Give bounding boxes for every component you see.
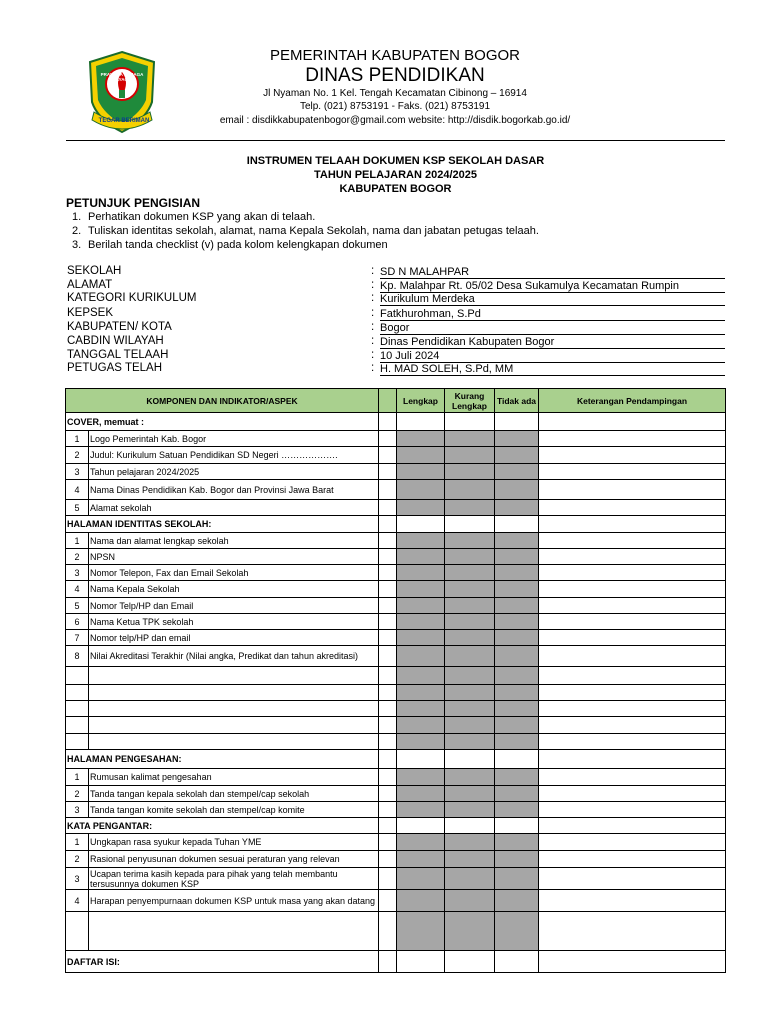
complete-cell[interactable] (397, 500, 445, 516)
spacer-cell (379, 630, 397, 646)
spacer-cell (379, 701, 397, 717)
complete-cell[interactable] (397, 685, 445, 701)
table-row (66, 868, 726, 890)
item-number: 1 (66, 834, 89, 851)
table-row (66, 685, 726, 701)
table-row (66, 581, 726, 598)
not-available-cell[interactable] (495, 890, 539, 912)
info-colon: : (371, 335, 375, 347)
complete-cell[interactable] (397, 413, 445, 431)
notes-cell[interactable] (539, 912, 726, 951)
item-number (66, 667, 89, 685)
less-complete-cell[interactable] (445, 851, 495, 868)
spacer-cell (379, 431, 397, 447)
spacer-cell (379, 868, 397, 890)
notes-cell[interactable] (539, 769, 726, 786)
table-row (66, 464, 726, 480)
item-number (66, 734, 89, 750)
notes-cell[interactable] (539, 818, 726, 834)
not-available-cell[interactable] (495, 500, 539, 516)
guide-heading: PETUNJUK PENGISIAN (66, 196, 201, 210)
item-description (89, 734, 379, 750)
item-description: Tanda tangan kepala sekolah dan stempel/cap sekolah (89, 786, 379, 802)
table-body (66, 413, 726, 973)
not-available-cell[interactable] (495, 818, 539, 834)
item-description: Tahun pelajaran 2024/2025 (89, 464, 379, 480)
spacer-cell (379, 598, 397, 614)
complete-cell[interactable] (397, 549, 445, 565)
spacer-cell (379, 646, 397, 667)
not-available-cell[interactable] (495, 667, 539, 685)
table-row (66, 630, 726, 646)
not-available-cell[interactable] (495, 464, 539, 480)
item-number: 8 (66, 646, 89, 667)
complete-cell[interactable] (397, 890, 445, 912)
complete-cell[interactable] (397, 480, 445, 500)
less-complete-cell[interactable] (445, 769, 495, 786)
less-complete-cell[interactable] (445, 581, 495, 598)
not-available-cell[interactable] (495, 834, 539, 851)
spacer-cell (379, 447, 397, 464)
spacer-cell (379, 818, 397, 834)
notes-cell[interactable] (539, 581, 726, 598)
table-row (66, 614, 726, 630)
spacer-cell (379, 480, 397, 500)
spacer-cell (379, 614, 397, 630)
info-colon: : (371, 362, 375, 374)
item-number: 1 (66, 769, 89, 786)
info-label: CABDIN WILAYAH (67, 335, 164, 347)
less-complete-cell[interactable] (445, 818, 495, 834)
office-address: Jl Nyaman No. 1 Kel. Tengah Kecamatan Cibinong – 16914 (263, 88, 527, 99)
info-colon: : (371, 349, 375, 361)
info-colon: : (371, 321, 375, 333)
item-number: 4 (66, 890, 89, 912)
notes-cell[interactable] (539, 464, 726, 480)
complete-cell[interactable] (397, 851, 445, 868)
spacer-cell (379, 834, 397, 851)
table-row (66, 667, 726, 685)
item-description: Alamat sekolah (89, 500, 379, 516)
complete-cell[interactable] (397, 717, 445, 734)
complete-cell[interactable] (397, 533, 445, 549)
spacer-cell (379, 890, 397, 912)
info-value-address: Kp. Malahpar Rt. 05/02 Desa Sukamulya Kecamatan Rumpin (380, 280, 725, 293)
not-available-cell[interactable] (495, 701, 539, 717)
item-description: Logo Pemerintah Kab. Bogor (89, 431, 379, 447)
item-description (89, 685, 379, 701)
info-colon: : (371, 307, 375, 319)
notes-cell[interactable] (539, 516, 726, 533)
not-available-cell[interactable] (495, 447, 539, 464)
notes-cell[interactable] (539, 614, 726, 630)
info-value-school: SD N MALAHPAR (380, 266, 725, 279)
item-description: Harapan penyempurnaan dokumen KSP untuk masa yang akan datang (89, 890, 379, 912)
not-available-cell[interactable] (495, 717, 539, 734)
notes-cell[interactable] (539, 685, 726, 701)
table-row (66, 646, 726, 667)
item-description: Judul: Kurikulum Satuan Pendidikan SD Negeri ………………. (89, 447, 379, 464)
table-row (66, 734, 726, 750)
notes-cell[interactable] (539, 413, 726, 431)
header-not-available: Tidak ada (495, 389, 539, 413)
logo-banner: PRAYOGA TOHAGA SAYAGA (100, 72, 144, 82)
table-header-row (66, 389, 726, 413)
info-label: SEKOLAH (67, 265, 122, 277)
less-complete-cell[interactable] (445, 834, 495, 851)
info-colon: : (371, 292, 375, 304)
spacer-cell (379, 667, 397, 685)
item-description: Rasional penyusunan dokumen sesuai peraturan yang relevan (89, 851, 379, 868)
not-available-cell[interactable] (495, 598, 539, 614)
table-row (66, 701, 726, 717)
review-table (65, 388, 726, 973)
complete-cell[interactable] (397, 598, 445, 614)
not-available-cell[interactable] (495, 533, 539, 549)
not-available-cell[interactable] (495, 614, 539, 630)
guide-item: 1. Perhatikan dokumen KSP yang akan di telaah. (72, 211, 316, 223)
spacer-cell (379, 500, 397, 516)
info-value-reviewer: H. MAD SOLEH, S.Pd, MM (380, 363, 725, 376)
not-available-cell[interactable] (495, 581, 539, 598)
not-available-cell[interactable] (495, 646, 539, 667)
less-complete-cell[interactable] (445, 447, 495, 464)
table-row (66, 786, 726, 802)
spacer-cell (379, 734, 397, 750)
notes-cell[interactable] (539, 750, 726, 769)
table-row (66, 549, 726, 565)
complete-cell[interactable] (397, 565, 445, 581)
guide-item: 2. Tuliskan identitas sekolah, alamat, nama Kepala Sekolah, nama dan jabatan petugas telaah. (72, 225, 539, 237)
item-number: 3 (66, 464, 89, 480)
item-number: 1 (66, 431, 89, 447)
info-label: ALAMAT (67, 279, 113, 291)
item-number: 2 (66, 549, 89, 565)
item-description (89, 667, 379, 685)
notes-cell[interactable] (539, 717, 726, 734)
section-row (66, 516, 726, 533)
info-label: KABUPATEN/ KOTA (67, 321, 172, 333)
table-row (66, 500, 726, 516)
not-available-cell[interactable] (495, 565, 539, 581)
header-component: KOMPONEN DAN INDIKATOR/ASPEK (66, 389, 379, 413)
item-number (66, 912, 89, 951)
complete-cell[interactable] (397, 431, 445, 447)
item-description: Nomor Telepon, Fax dan Email Sekolah (89, 565, 379, 581)
not-available-cell[interactable] (495, 951, 539, 973)
item-description: Nama Dinas Pendidikan Kab. Bogor dan Provinsi Jawa Barat (89, 480, 379, 500)
item-number: 2 (66, 786, 89, 802)
complete-cell[interactable] (397, 868, 445, 890)
notes-cell[interactable] (539, 890, 726, 912)
item-number: 5 (66, 500, 89, 516)
not-available-cell[interactable] (495, 413, 539, 431)
table-row (66, 851, 726, 868)
item-description: Nomor Telp/HP dan Email (89, 598, 379, 614)
item-number (66, 701, 89, 717)
spacer-cell (379, 533, 397, 549)
not-available-cell[interactable] (495, 802, 539, 818)
table-row (66, 447, 726, 464)
spacer-cell (379, 717, 397, 734)
info-label: KATEGORI KURIKULUM (67, 292, 197, 304)
item-description: Nilai Akreditasi Terakhir (Nilai angka, Predikat dan tahun akreditasi) (89, 646, 379, 667)
not-available-cell[interactable] (495, 851, 539, 868)
less-complete-cell[interactable] (445, 565, 495, 581)
item-description: NPSN (89, 549, 379, 565)
section-row (66, 818, 726, 834)
notes-cell[interactable] (539, 533, 726, 549)
info-value-date: 10 Juli 2024 (380, 350, 725, 363)
complete-cell[interactable] (397, 581, 445, 598)
complete-cell[interactable] (397, 646, 445, 667)
item-description: Nama Ketua TPK sekolah (89, 614, 379, 630)
header-complete: Lengkap (397, 389, 445, 413)
not-available-cell[interactable] (495, 868, 539, 890)
table-row (66, 533, 726, 549)
item-number: 4 (66, 581, 89, 598)
spacer-cell (379, 769, 397, 786)
item-description: Ucapan terima kasih kepada para pihak yang telah membantu tersusunnya dokumen KSP (89, 868, 379, 890)
complete-cell[interactable] (397, 750, 445, 769)
less-complete-cell[interactable] (445, 500, 495, 516)
section-title: HALAMAN IDENTITAS SEKOLAH: (66, 516, 379, 533)
item-number: 4 (66, 480, 89, 500)
section-row (66, 951, 726, 973)
section-row (66, 750, 726, 769)
item-description: Nomor telp/HP dan email (89, 630, 379, 646)
logo-motto: TEGAR BERIMAN (98, 118, 150, 124)
complete-cell[interactable] (397, 769, 445, 786)
notes-cell[interactable] (539, 431, 726, 447)
not-available-cell[interactable] (495, 549, 539, 565)
not-available-cell[interactable] (495, 685, 539, 701)
table-row (66, 834, 726, 851)
less-complete-cell[interactable] (445, 786, 495, 802)
item-number: 7 (66, 630, 89, 646)
complete-cell[interactable] (397, 447, 445, 464)
not-available-cell[interactable] (495, 734, 539, 750)
spacer-cell (379, 851, 397, 868)
less-complete-cell[interactable] (445, 912, 495, 951)
spacer-cell (379, 802, 397, 818)
info-colon: : (371, 265, 375, 277)
less-complete-cell[interactable] (445, 533, 495, 549)
info-label: KEPSEK (67, 307, 114, 319)
notes-cell[interactable] (539, 565, 726, 581)
item-description: Nama Kepala Sekolah (89, 581, 379, 598)
table-row (66, 912, 726, 951)
less-complete-cell[interactable] (445, 685, 495, 701)
less-complete-cell[interactable] (445, 630, 495, 646)
complete-cell[interactable] (397, 834, 445, 851)
spacer-cell (379, 685, 397, 701)
complete-cell[interactable] (397, 614, 445, 630)
info-colon: : (371, 279, 375, 291)
notes-cell[interactable] (539, 834, 726, 851)
notes-cell[interactable] (539, 549, 726, 565)
complete-cell[interactable] (397, 516, 445, 533)
item-description: Tanda tangan komite sekolah dan stempel/cap komite (89, 802, 379, 818)
not-available-cell[interactable] (495, 431, 539, 447)
notes-cell[interactable] (539, 630, 726, 646)
less-complete-cell[interactable] (445, 667, 495, 685)
notes-cell[interactable] (539, 734, 726, 750)
spacer-cell (379, 516, 397, 533)
less-complete-cell[interactable] (445, 598, 495, 614)
less-complete-cell[interactable] (445, 701, 495, 717)
complete-cell[interactable] (397, 734, 445, 750)
table-row (66, 769, 726, 786)
table-row (66, 890, 726, 912)
complete-cell[interactable] (397, 667, 445, 685)
header-divider (66, 140, 725, 141)
less-complete-cell[interactable] (445, 549, 495, 565)
section-title: DAFTAR ISI: (66, 951, 379, 973)
complete-cell[interactable] (397, 464, 445, 480)
item-description: Nama dan alamat lengkap sekolah (89, 533, 379, 549)
spacer-cell (379, 464, 397, 480)
item-number (66, 685, 89, 701)
table-row (66, 480, 726, 500)
info-value-curriculum: Kurikulum Merdeka (380, 293, 725, 306)
guide-item: 3. Berilah tanda checklist (v) pada kolom kelengkapan dokumen (72, 239, 388, 251)
item-number: 5 (66, 598, 89, 614)
complete-cell[interactable] (397, 701, 445, 717)
item-number: 3 (66, 802, 89, 818)
not-available-cell[interactable] (495, 630, 539, 646)
section-title: COVER, memuat : (66, 413, 379, 431)
notes-cell[interactable] (539, 646, 726, 667)
not-available-cell[interactable] (495, 750, 539, 769)
less-complete-cell[interactable] (445, 868, 495, 890)
notes-cell[interactable] (539, 447, 726, 464)
notes-cell[interactable] (539, 500, 726, 516)
item-description (89, 701, 379, 717)
complete-cell[interactable] (397, 786, 445, 802)
government-name: PEMERINTAH KABUPATEN BOGOR (269, 47, 521, 64)
spacer-cell (379, 750, 397, 769)
item-number: 3 (66, 868, 89, 890)
notes-cell[interactable] (539, 786, 726, 802)
less-complete-cell[interactable] (445, 750, 495, 769)
info-value-regency: Bogor (380, 322, 725, 335)
info-label: TANGGAL TELAAH (67, 349, 169, 361)
department-name: DINAS PENDIDIKAN (305, 65, 485, 86)
spacer-cell (379, 912, 397, 951)
header-spacer (379, 389, 397, 413)
less-complete-cell[interactable] (445, 464, 495, 480)
spacer-cell (379, 549, 397, 565)
item-number (66, 717, 89, 734)
less-complete-cell[interactable] (445, 734, 495, 750)
notes-cell[interactable] (539, 951, 726, 973)
notes-cell[interactable] (539, 598, 726, 614)
item-description (89, 717, 379, 734)
complete-cell[interactable] (397, 912, 445, 951)
info-value-principal: Fatkhurohman, S.Pd (380, 308, 725, 321)
section-row (66, 413, 726, 431)
info-label: PETUGAS TELAH (67, 362, 163, 374)
notes-cell[interactable] (539, 868, 726, 890)
less-complete-cell[interactable] (445, 431, 495, 447)
less-complete-cell[interactable] (445, 413, 495, 431)
item-number: 6 (66, 614, 89, 630)
complete-cell[interactable] (397, 951, 445, 973)
header-notes: Keterangan Pendampingan (539, 389, 726, 413)
office-contact: email : disdikkabupatenbogor@gmail.com website: http://disdik.bogorkab.go.id/ (219, 115, 571, 126)
less-complete-cell[interactable] (445, 614, 495, 630)
office-phone: Telp. (021) 8753191 - Faks. (021) 8753191 (299, 101, 491, 112)
document-region: KABUPATEN BOGOR (339, 183, 452, 195)
section-title: HALAMAN PENGESAHAN: (66, 750, 379, 769)
table-row (66, 717, 726, 734)
table-row (66, 431, 726, 447)
complete-cell[interactable] (397, 802, 445, 818)
notes-cell[interactable] (539, 701, 726, 717)
item-number: 3 (66, 565, 89, 581)
less-complete-cell[interactable] (445, 890, 495, 912)
not-available-cell[interactable] (495, 769, 539, 786)
notes-cell[interactable] (539, 480, 726, 500)
less-complete-cell[interactable] (445, 480, 495, 500)
notes-cell[interactable] (539, 851, 726, 868)
document-title: INSTRUMEN TELAAH DOKUMEN KSP SEKOLAH DASAR (246, 155, 545, 167)
item-number: 2 (66, 851, 89, 868)
section-title: KATA PENGANTAR: (66, 818, 379, 834)
item-description: Rumusan kalimat pengesahan (89, 769, 379, 786)
spacer-cell (379, 581, 397, 598)
item-description (89, 912, 379, 951)
not-available-cell[interactable] (495, 516, 539, 533)
less-complete-cell[interactable] (445, 951, 495, 973)
header-less-complete: Kurang Lengkap (445, 389, 495, 413)
document-year: TAHUN PELAJARAN 2024/2025 (313, 169, 478, 181)
item-number: 2 (66, 447, 89, 464)
table-row (66, 598, 726, 614)
item-description: Ungkapan rasa syukur kepada Tuhan YME (89, 834, 379, 851)
not-available-cell[interactable] (495, 480, 539, 500)
spacer-cell (379, 786, 397, 802)
less-complete-cell[interactable] (445, 516, 495, 533)
complete-cell[interactable] (397, 818, 445, 834)
notes-cell[interactable] (539, 802, 726, 818)
less-complete-cell[interactable] (445, 646, 495, 667)
item-number: 1 (66, 533, 89, 549)
complete-cell[interactable] (397, 630, 445, 646)
spacer-cell (379, 413, 397, 431)
table-row (66, 565, 726, 581)
notes-cell[interactable] (539, 667, 726, 685)
not-available-cell[interactable] (495, 912, 539, 951)
spacer-cell (379, 565, 397, 581)
less-complete-cell[interactable] (445, 802, 495, 818)
spacer-cell (379, 951, 397, 973)
less-complete-cell[interactable] (445, 717, 495, 734)
table-row (66, 802, 726, 818)
not-available-cell[interactable] (495, 786, 539, 802)
info-value-branch: Dinas Pendidikan Kabupaten Bogor (380, 336, 725, 349)
